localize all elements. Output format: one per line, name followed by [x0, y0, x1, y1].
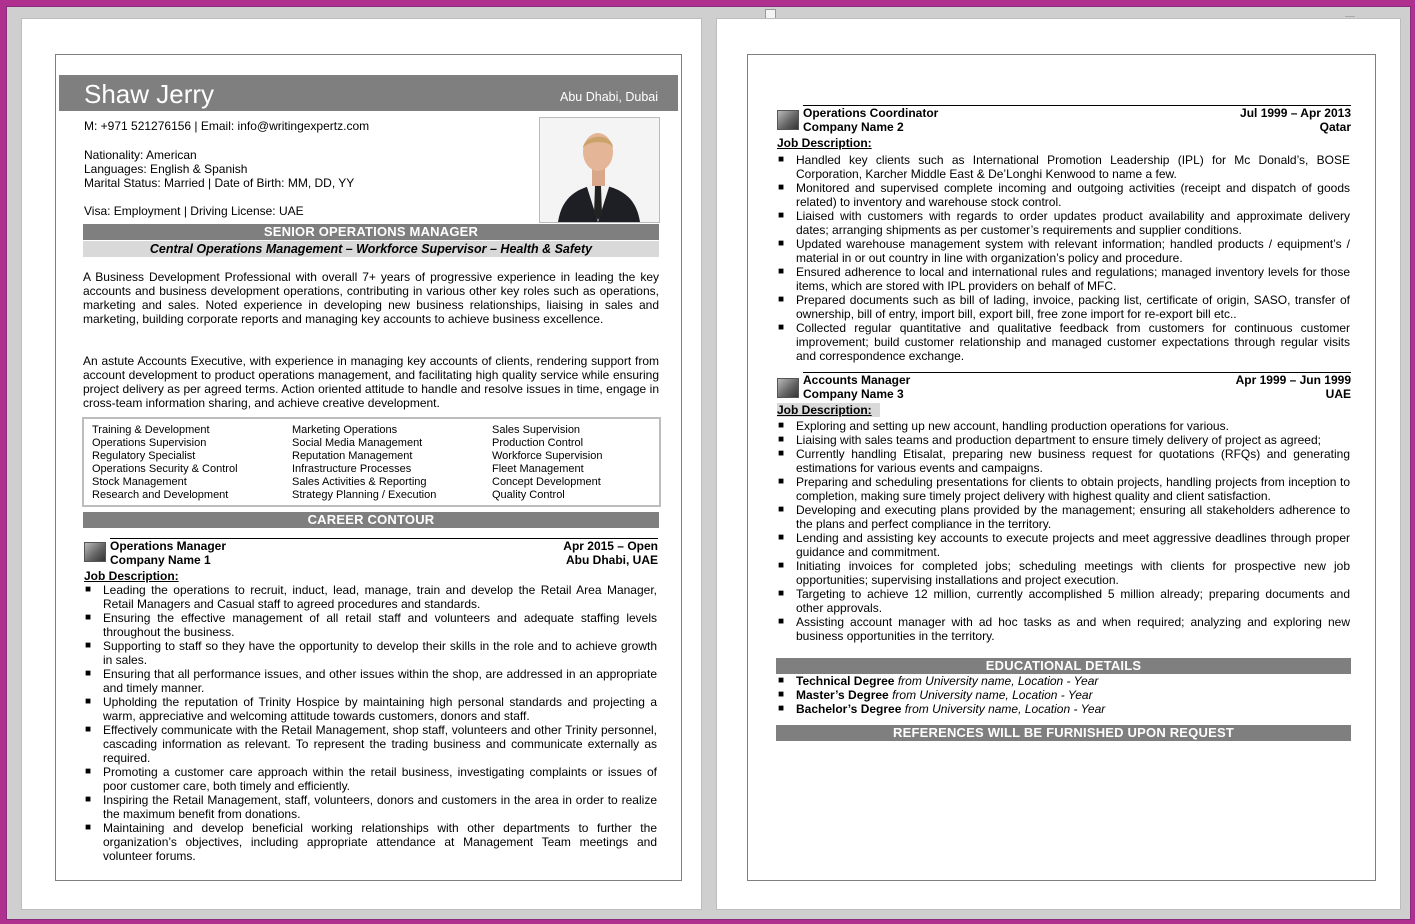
company-name: Company Name 1	[110, 553, 211, 567]
bullet-icon: ■	[85, 668, 92, 679]
list-item: ■ Upholding the reputation of Trinity Hospice by maintaining high personal standards and projecting a warm, appreciative and welcoming attitude towards customers, donors and staff.	[85, 695, 657, 723]
bullet-icon: ■	[778, 210, 785, 221]
education-list	[776, 674, 1350, 716]
skills-column-1	[92, 424, 238, 501]
bullet-icon: ■	[85, 766, 92, 777]
document-workspace	[6, 6, 1411, 920]
ruler-marker-icon	[1345, 11, 1355, 17]
skill-item: Stock Management	[92, 475, 187, 488]
skill-item: Regulatory Specialist	[92, 449, 196, 462]
skill-item: Research and Development	[92, 488, 229, 501]
skills-box	[82, 417, 661, 507]
skill-item: Strategy Planning / Execution	[292, 488, 437, 501]
list-item: ■ Master’s Degree from University name, Location - Year	[778, 688, 1093, 702]
name-banner	[59, 75, 678, 111]
job-dates: Apr 1999 – Jun 1999	[1235, 373, 1351, 387]
job-description-label: Job Description:	[777, 136, 872, 150]
bullet-icon: ■	[778, 420, 785, 431]
list-item: ■ Maintaining and develop beneficial working relationships with other departments to further the organization’s objectives, including appropriate attendance at Management Team meetings and volunteer forums.	[85, 821, 657, 863]
skill-item: Reputation Management	[292, 449, 413, 462]
summary-paragraph-2: An astute Accounts Executive, with experience in managing key accounts of clients, rendering support from account development to product operations management, and facilitating high quality service while ensuring project delivery as per agreed terms. Action oriented attitude to handle and resolve issues in time, engage in cross-team information sharing, and achieve creative development.	[83, 354, 659, 410]
list-item: ■ Ensuring the effective management of all retail staff and volunteers and adequate staffing levels throughout the business.	[85, 611, 657, 639]
bullet-icon: ■	[85, 584, 92, 595]
bullet-icon: ■	[778, 182, 785, 193]
job-location: Abu Dhabi, UAE	[566, 553, 658, 567]
job-description-label: Job Description:	[84, 569, 179, 583]
references-banner: REFERENCES WILL BE FURNISHED UPON REQUEST	[776, 725, 1351, 741]
bullet-icon: ■	[85, 822, 92, 833]
bullet-icon: ■	[778, 504, 785, 515]
skills-column-2	[292, 424, 436, 501]
list-item: ■ Liaising with sales teams and production department to ensure timely delivery of project as agreed;	[778, 433, 1321, 447]
career-banner: CAREER CONTOUR	[83, 512, 659, 528]
job-location: Qatar	[1319, 120, 1351, 134]
job-1-bullets	[83, 583, 657, 863]
job-dates: Jul 1999 – Apr 2013	[1240, 106, 1351, 120]
skill-item: Production Control	[492, 436, 584, 449]
list-item: ■ Promoting a customer care approach within the retail business, investigating complaints or issues of poor customer care, both timely and efficiently.	[85, 765, 657, 793]
bullet-icon: ■	[85, 612, 92, 623]
bullet-icon: ■	[778, 434, 785, 445]
list-item: ■ Assisting account manager with ad hoc tasks as and when required; analyzing and exploring new business opportunities in the territory.	[778, 615, 1350, 643]
skill-item: Sales Supervision	[492, 424, 581, 436]
bullet-icon: ■	[778, 266, 785, 277]
bullet-icon: ■	[778, 476, 785, 487]
bullet-icon: ■	[85, 696, 92, 707]
company-name: Company Name 2	[803, 120, 904, 134]
subtitle-banner: Central Operations Management – Workforce Supervisor – Health & Safety	[83, 241, 659, 257]
visa-info: Visa: Employment | Driving License: UAE	[84, 204, 304, 218]
bullet-icon: ■	[778, 689, 785, 700]
bullet-icon: ■	[778, 616, 785, 627]
title-banner: SENIOR OPERATIONS MANAGER	[83, 224, 659, 240]
list-item: ■ Developing and executing plans provided by the management; ensuring all stakeholders adherence to the plans and perfect compliance in the territory.	[778, 503, 1350, 531]
profile-photo	[539, 117, 660, 223]
skill-item: Sales Activities & Reporting	[292, 475, 427, 488]
bullet-icon: ■	[778, 675, 785, 686]
skill-item: Workforce Supervision	[492, 449, 603, 462]
job-1-header	[110, 538, 658, 567]
page-1	[21, 18, 702, 910]
list-item: ■ Currently handling Etisalat, preparing new business request for quotations (RFQs) and generating estimations for various events and campaigns.	[778, 447, 1350, 475]
list-item: ■ Updated warehouse management system with relevant information; handled products / equipment’s / material in or out country in line with organization’s policy and procedure.	[778, 237, 1350, 265]
list-item: ■ Initiating invoices for completed jobs; scheduling meetings with clients for prospective new job opportunities; supervising installations and project execution.	[778, 559, 1350, 587]
skill-item: Infrastructure Processes	[292, 462, 412, 475]
company-name: Company Name 3	[803, 387, 904, 401]
list-item: ■ Preparing and scheduling presentations for clients to obtain projects, handling projects from inception to completion, making sure timely project delivery with highest quality and client satisfaction.	[778, 475, 1350, 503]
bullet-icon: ■	[778, 560, 785, 571]
bullet-icon: ■	[778, 532, 785, 543]
list-item: ■ Bachelor’s Degree from University name, Location - Year	[778, 702, 1106, 716]
bullet-icon: ■	[778, 703, 785, 714]
job-2-header	[803, 105, 1351, 134]
candidate-name: Shaw Jerry	[84, 79, 215, 109]
candidate-location: Abu Dhabi, Dubai	[560, 90, 658, 104]
briefcase-icon	[777, 110, 799, 130]
list-item: ■ Exploring and setting up new account, handling production operations for various.	[778, 419, 1229, 433]
bullet-icon: ■	[85, 640, 92, 651]
job-location: UAE	[1325, 387, 1351, 401]
bullet-icon: ■	[85, 794, 92, 805]
job-3-header	[803, 372, 1351, 401]
skill-item: Fleet Management	[492, 462, 584, 475]
skill-item: Marketing Operations	[292, 424, 398, 436]
skill-item: Quality Control	[492, 488, 565, 501]
education-banner: EDUCATIONAL DETAILS	[776, 658, 1351, 674]
list-item: ■ Ensured adherence to local and international rules and regulations; managed inventory levels for those items, which are stored with IPL providers on behalf of MFC.	[778, 265, 1350, 293]
skill-item: Concept Development	[492, 475, 601, 488]
job-3-bullets	[776, 419, 1350, 643]
list-item: ■ Prepared documents such as bill of lading, invoice, packing list, certificate of origin, SASO, transfer of ownership, bill of entry, import bill, export bill, free zone import for re-export bill etc..	[778, 293, 1350, 321]
list-item: ■ Effectively communicate with the Retail Management, shop staff, volunteers and other Trinity personnel, cascading information as relevant. To represent the trading business and communicate externally as required.	[85, 723, 657, 765]
bullet-icon: ■	[778, 294, 785, 305]
skill-item: Social Media Management	[292, 436, 423, 449]
list-item: ■ Ensuring that all performance issues, and other issues within the shop, are addressed in an appropriate and timely manner.	[85, 667, 657, 695]
skill-item: Operations Security & Control	[92, 462, 238, 475]
list-item: ■ Liaised with customers with regards to order updates product availability and approximate delivery dates; arranging shipments as per customer’s requirements and supplier conditions.	[778, 209, 1350, 237]
bullet-icon: ■	[778, 154, 785, 165]
list-item: ■ Monitored and supervised complete incoming and outgoing activities (receipt and dispatch of goods related) to inventory and warehouse stock control.	[778, 181, 1350, 209]
page-2	[716, 18, 1401, 910]
list-item: ■ Supporting to staff so they have the opportunity to develop their skills in the role and to achieve growth in sales.	[85, 639, 657, 667]
contact-line: M: +971 521276156 | Email: info@writingexpertz.com	[84, 119, 370, 133]
bullet-icon: ■	[778, 588, 785, 599]
briefcase-icon	[84, 542, 106, 562]
briefcase-icon	[777, 378, 799, 398]
list-item: ■ Inspiring the Retail Management, staff, volunteers, donors and customers in the area in order to realize the maximum benefit from donations.	[85, 793, 657, 821]
skill-item: Operations Supervision	[92, 436, 207, 449]
list-item: ■ Technical Degree from University name, Location - Year	[778, 674, 1099, 688]
skill-item: Training & Development	[92, 424, 210, 436]
nationality: Nationality: American	[84, 148, 197, 162]
bullet-icon: ■	[85, 724, 92, 735]
job-description-label: Job Description:	[777, 403, 880, 417]
bullet-icon: ■	[778, 448, 785, 459]
list-item: ■ Lending and assisting key accounts to execute projects and meet aggressive deadlines through proper guidance and commitment.	[778, 531, 1350, 559]
summary-paragraph-1: A Business Development Professional with overall 7+ years of progressive experience in leading the key accounts and business development operations, contributing in various other key roles such as operations, marketing and sales. Noted experience in developing new business relationships, liaising in sales and marketing, building corporate reports and managing key accounts to achieve business excellence.	[83, 270, 659, 326]
skills-column-3	[492, 424, 602, 501]
job-2-bullets	[776, 153, 1350, 363]
job-title: Accounts Manager	[803, 373, 911, 387]
list-item: ■ Leading the operations to recruit, induct, lead, manage, train and develop the Retail Area Manager, Retail Managers and Casual staff to agreed procedures and standards.	[85, 583, 657, 611]
job-title: Operations Coordinator	[803, 106, 939, 120]
job-dates: Apr 2015 – Open	[563, 539, 658, 553]
bullet-icon: ■	[778, 322, 785, 333]
list-item: ■ Handled key clients such as International Promotion Leadership (IPL) for Mc Donald’s, BOSE Corporation, Karcher Middle East & De’Longhi Kenwood to name a few.	[778, 153, 1350, 181]
marital-status: Marital Status: Married | Date of Birth: MM, DD, YY	[84, 176, 355, 190]
bullet-icon: ■	[778, 238, 785, 249]
list-item: ■ Targeting to achieve 12 million, currently accomplished 5 million already; preparing documents and other approvals.	[778, 587, 1350, 615]
job-title: Operations Manager	[110, 539, 227, 553]
languages: Languages: English & Spanish	[84, 162, 248, 176]
list-item: ■ Collected regular quantitative and qualitative feedback from customers for continuous customer improvement; build customer relationship and managed customer expectations through regular visits and correspondence exchange.	[778, 321, 1350, 363]
